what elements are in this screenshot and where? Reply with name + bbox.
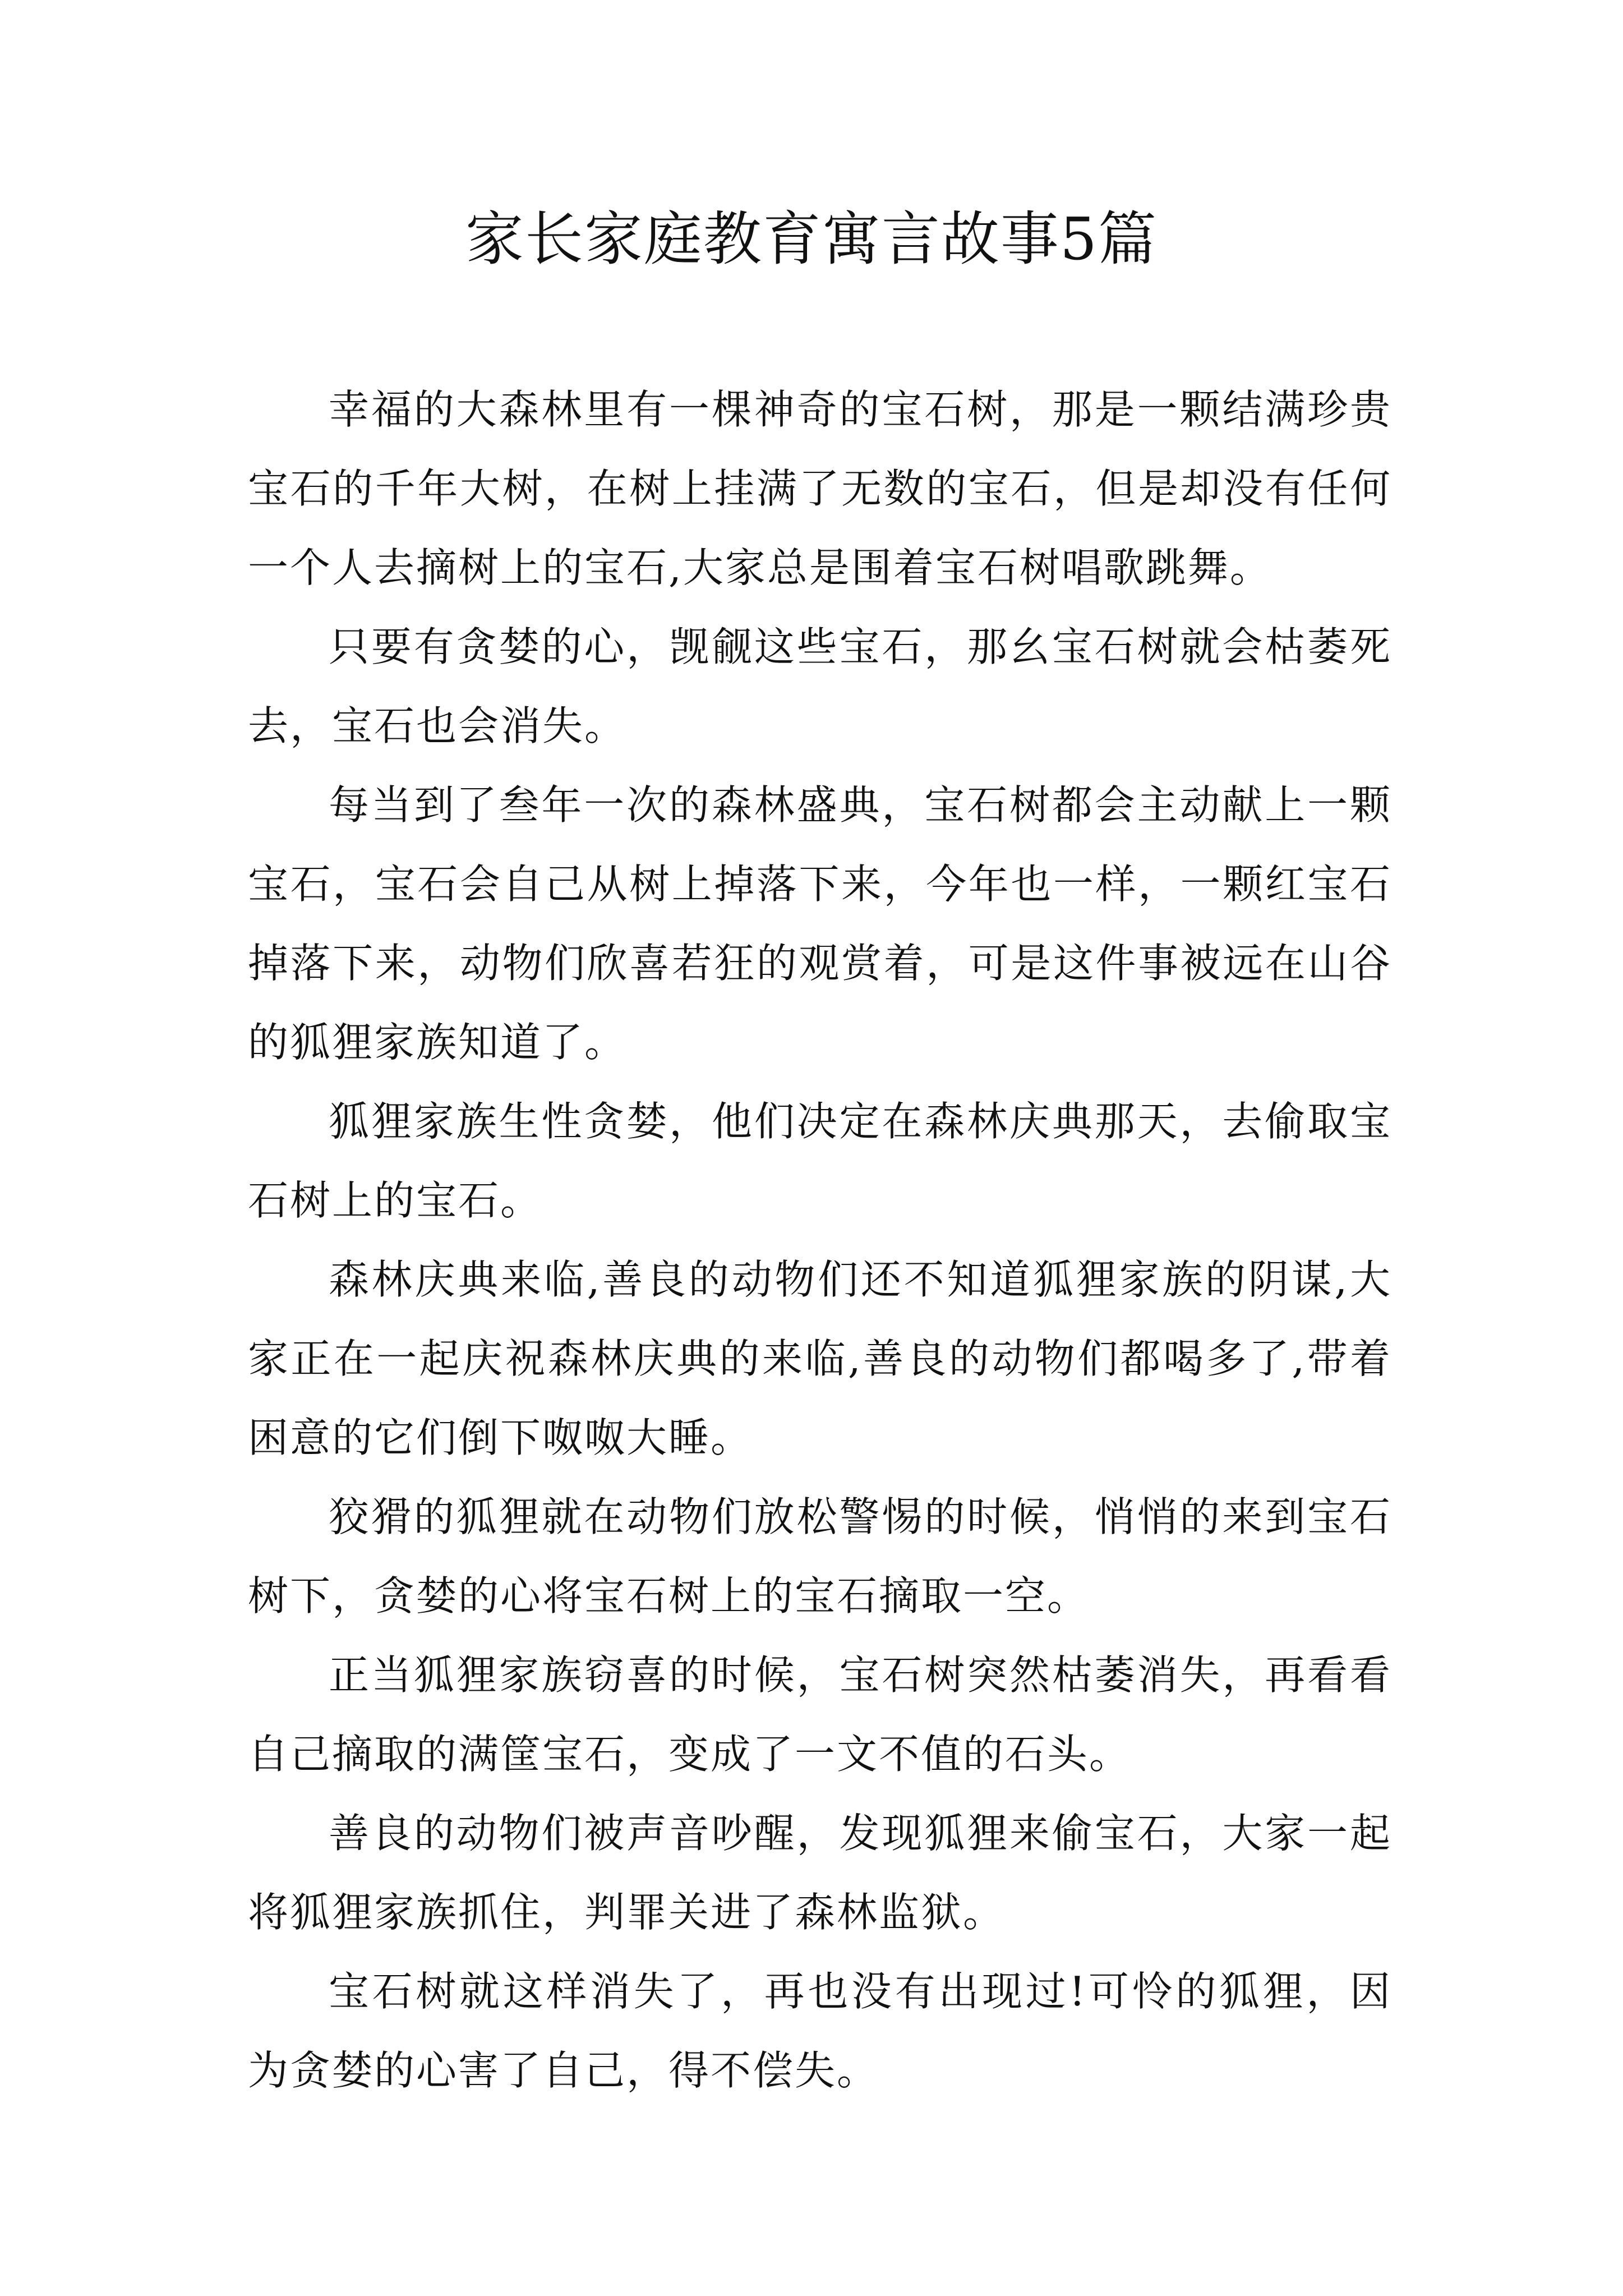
paragraph-8: 善良的动物们被声音吵醒，发现狐狸来偷宝石，大家一起将狐狸家族抓住，判罪关进了森林监狱。 [248, 1810, 1392, 1936]
document-body [248, 370, 1392, 2110]
paragraph-6: 狡猾的狐狸就在动物们放松警惕的时候，悄悄的来到宝石树下，贪婪的心将宝石树上的宝石摘取一空。 [248, 1493, 1392, 1619]
paragraph-1: 幸福的大森林里有一棵神奇的宝石树，那是一颗结满珍贵宝石的千年大树，在树上挂满了无数的宝石，但是却没有任何一个人去摘树上的宝石,大家总是围着宝石树唱歌跳舞。 [248, 386, 1392, 591]
document-title: 家长家庭教育寓言故事5篇 [465, 205, 1158, 273]
paragraph-7: 正当狐狸家族窃喜的时候，宝石树突然枯萎消失，再看看自己摘取的满筐宝石，变成了一文不值的石头。 [248, 1651, 1392, 1778]
paragraph-2: 只要有贪婪的心，觊觎这些宝石，那幺宝石树就会枯萎死去，宝石也会消失。 [248, 623, 1392, 749]
paragraph-9: 宝石树就这样消失了，再也没有出现过!可怜的狐狸，因为贪婪的心害了自己，得不偿失。 [248, 1968, 1392, 2094]
paragraph-5: 森林庆典来临,善良的动物们还不知道狐狸家族的阴谋,大家正在一起庆祝森林庆典的来临,善良的动物们都喝多了,带着困意的它们倒下呶呶大睡。 [248, 1256, 1392, 1461]
paragraph-4: 狐狸家族生性贪婪，他们决定在森林庆典那天，去偷取宝石树上的宝石。 [248, 1098, 1392, 1224]
paragraph-3: 每当到了叁年一次的森林盛典，宝石树都会主动献上一颗宝石，宝石会自己从树上掉落下来，今年也一样，一颗红宝石掉落下来，动物们欣喜若狂的观赏着，可是这件事被远在山谷的狐狸家族知道了。 [248, 781, 1392, 1066]
